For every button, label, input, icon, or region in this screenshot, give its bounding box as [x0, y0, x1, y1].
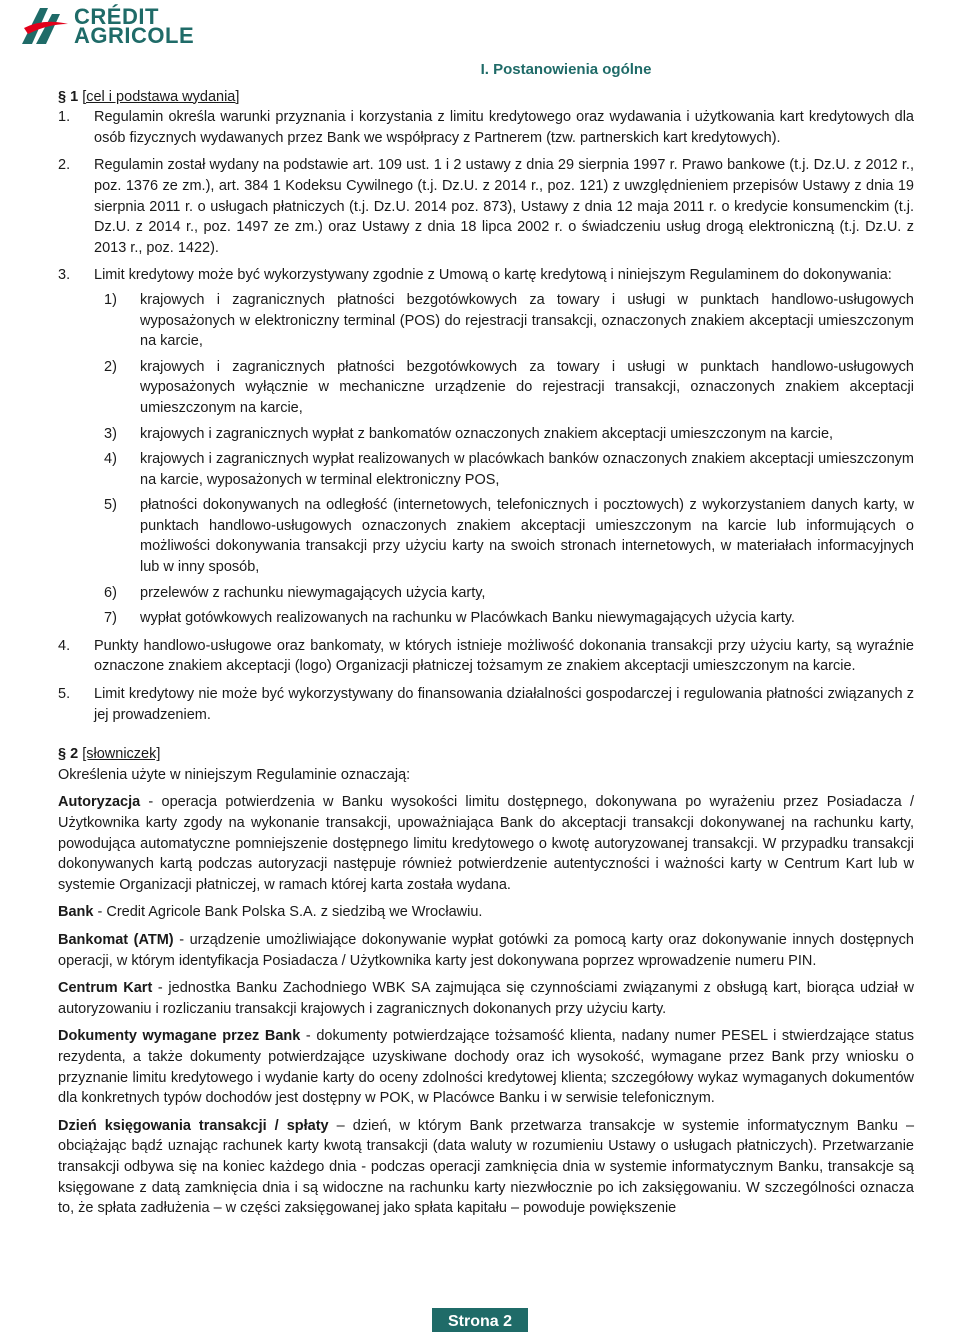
- sublist-item: [94, 357, 914, 419]
- definition-dzien-ksiegowania: [58, 1116, 914, 1219]
- list-item-text: Regulamin został wydany na podstawie art. 109 ust. 1 i 2 ustawy z dnia 29 sierpnia 1997 r. Prawo bankowe (t.j. Dz.U. z 2012 r., poz. 1376 ze zm.), art. 384 1 Kodeksu Cywilnego (t.j. Dz.U. z 2014 r., poz. 121) z uwzględnieniem przepisów Ustawy z dnia 19 sierpnia 2011 r. o usługach płatniczych (t.j. Dz.U. 2014 poz. 873), Ustawy z dnia 12 maja 2011 r. o kredycie konsumenckim (t.j. Dz.U. z 2014 r., poz. 1497 ze zm.) oraz Ustawy z dnia 18 lipca 2002 r. o świadczeniu usług drogą elektroniczną (t.j. Dz.U. z 2013 r., poz. 1422).: [94, 157, 914, 256]
- section-title: I. Postanowienia ogólne: [480, 61, 652, 78]
- sublist-item-number: 6): [104, 584, 117, 601]
- list-item-number: 2.: [58, 157, 71, 174]
- document-page: [58, 60, 914, 1226]
- list-item: [58, 107, 914, 148]
- sublist-item-number: 3): [104, 425, 117, 442]
- list-item: [58, 684, 914, 725]
- sublist-item-text: krajowych i zagranicznych wypłat realizowanych w placówkach banków oznaczonych znakiem akceptacji umieszczonym na karcie, wyposażonych w terminal elektroniczny POS,: [140, 451, 914, 488]
- definition-term: Dzień księgowania transakcji / spłaty: [58, 1117, 329, 1134]
- sublist-item-text: płatności dokonywanych na odległość (internetowych, telefonicznych i pocztowych) z wykorzystaniem danych karty, w punktach handlowo-usługowych oznaczonych znakiem akceptacji umieszczonym na karcie lub informujących o możliwości dokonywania transakcji przy użyciu karty na swoich stronach internetowych, w materiałach informacyjnych lub w inny sposób,: [140, 497, 914, 576]
- definition-term: Centrum Kart: [58, 980, 153, 997]
- brand-logo: [18, 4, 194, 48]
- definition-text: - operacja potwierdzenia w Banku wysokości limitu dostępnego, dokonywana po wyrażeniu przez Posiadacza / Użytkownika karty zgody na wykonanie transakcji, upoważniająca Bank do akceptacji transakcji dokonywanej na rachunku karty, powodująca automatyczne pomniejszenie dostępnego limitu kredytowego o kwotę autoryzowanej transakcji. W przypadku transakcji dokonywanych kartą podczas autoryzacji następuje również potwierdzenie autentyczności i ważności karty w Centrum Kart lub w systemie Organizacji płatniczej, w ramach której karta została wydana.: [58, 794, 914, 893]
- sublist-item-text: przelewów z rachunku niewymagających użycia karty,: [140, 584, 486, 601]
- list-item-text: Regulamin określa warunki przyznania i korzystania z limitu kredytowego oraz wydawania i użytkowania kart kredytowych dla osób fizycznych wydawanych przez Bank we współpracy z Partnerem (tzw. partnerskich kart kredytowych).: [94, 109, 914, 146]
- sublist-item: [94, 495, 914, 577]
- list-item: [58, 265, 914, 629]
- definition-text: - dokumenty potwierdzające tożsamość klienta, nadany numer PESEL i stwierdzające status rezydenta, a także dokumenty potwierdzające uzyskiwane dochody oraz ich wysokość, wymagane przez Bank przy wniosku o przyznanie limitu kredytowego i wydanie karty do oceny zdolności kredytowej klienta; szczegółowy wykaz wymaganych dokumentów dla konkretnych typów dochodów jest dostępny w POK, w Placówce Banku i w serwisie telefonicznym.: [58, 1028, 914, 1107]
- page-footer: [0, 1308, 960, 1332]
- logo-line1: CRÉDIT: [74, 4, 159, 29]
- sublist-item-number: 7): [104, 610, 117, 627]
- sublist-item-text: krajowych i zagranicznych wypłat z bankomatów oznaczonych znakiem akceptacji umieszczonym na karcie,: [140, 425, 834, 442]
- sublist-item: [94, 290, 914, 352]
- list-item-text: Limit kredytowy nie może być wykorzystywany do finansowania działalności gospodarczej i regulowania płatności związanych z jej prowadzeniem.: [94, 686, 914, 723]
- sublist-item-number: 4): [104, 451, 117, 468]
- list-item-number: 4.: [58, 637, 71, 654]
- paragraph-2-number: 2: [70, 746, 79, 763]
- list-item-text: Punkty handlowo-usługowe oraz bankomaty, w których istnieje możliwość dokonania transakcji przy użyciu karty, są wyraźnie oznaczone znakiem akceptacji (logo) Organizacji płatniczej tożsamym ze znakiem akceptacji umieszczonym na karcie.: [94, 637, 914, 675]
- definition-term: Dokumenty wymagane przez Bank: [58, 1028, 301, 1045]
- list-item: [58, 636, 914, 677]
- logo-wordmark: [74, 4, 195, 48]
- sublist-item: [94, 608, 914, 629]
- list-item-number: 5.: [58, 686, 71, 703]
- definition-term: Autoryzacja: [58, 794, 141, 811]
- list-item: [58, 155, 914, 258]
- definitions-intro: Określenia użyte w niniejszym Regulaminie oznaczają:: [58, 766, 411, 783]
- logo-line2: AGRICOLE: [74, 23, 195, 48]
- sublist-item-number: 5): [104, 497, 117, 514]
- paragraph-1-heading: [58, 87, 914, 108]
- definition-centrum-kart: [58, 978, 914, 1019]
- section-sign: §: [58, 746, 67, 763]
- definition-text: - Credit Agricole Bank Polska S.A. z siedzibą we Wrocławiu.: [93, 904, 483, 921]
- list-item-number: 3.: [58, 267, 71, 284]
- sublist-item: [94, 449, 914, 490]
- usage-sublist: [94, 290, 914, 629]
- paragraph-1-number: 1: [70, 88, 79, 105]
- paragraph-2-title: [słowniczek]: [82, 746, 161, 763]
- list-item-text: Limit kredytowy może być wykorzystywany zgodnie z Umową o kartę kredytową i niniejszym Regulaminem do dokonywania:: [94, 267, 892, 284]
- definition-dokumenty: [58, 1026, 914, 1108]
- paragraph-1-list: [58, 107, 914, 725]
- definition-bank: [58, 902, 914, 923]
- definition-bankomat: [58, 930, 914, 971]
- definition-autoryzacja: [58, 792, 914, 895]
- definition-term: Bankomat (ATM): [58, 931, 174, 948]
- section-sign: §: [58, 88, 67, 105]
- page-number-label: Strona 2: [432, 1308, 528, 1332]
- definition-text: – dzień, w którym Bank przetwarza transakcje w systemie informatycznym Banku – obciążając bądź uznając rachunek karty kwotą transakcji (data waluty w rozumieniu Ustawy o usługach płatniczych). Przetwarzanie transakcji odbywa się na koniec każdego dnia - podczas operacji zamknięcia dnia w systemie informatycznym Banku, transakcje są księgowane z datą zamknięcia dnia i są widoczne na rachunku karty niezwłocznie po ich zaksięgowaniu. W szczególności oznacza to, że spłata zadłużenia – w części zaksięgowanej jako spłata kapitału – powoduje powiększenie: [58, 1117, 915, 1217]
- list-item-number: 1.: [58, 109, 71, 126]
- sublist-item-text: krajowych i zagranicznych płatności bezgotówkowych za towary i usługi w punktach handlowo-usługowych wyposażonych w elektroniczny terminal (POS) do rejestracji transakcji, oznaczonych znakiem akceptacji umieszczonym na karcie,: [140, 291, 914, 350]
- credit-agricole-logo-icon: [18, 4, 70, 48]
- definition-term: Bank: [58, 904, 94, 921]
- definition-text: - urządzenie umożliwiające dokonywanie wypłat gotówki za pomocą karty oraz dokonywanie innych dostępnych operacji, w którym identyfikacja Posiadacza / Użytkownika karty jest dokonywana poprzez wprowadzenie numeru PIN.: [58, 931, 914, 969]
- sublist-item-number: 1): [104, 291, 117, 308]
- paragraph-2-heading: [58, 744, 914, 765]
- sublist-item: [94, 583, 914, 604]
- paragraph-1-title: [cel i podstawa wydania]: [82, 88, 240, 105]
- sublist-item-text: wypłat gotówkowych realizowanych na rachunku w Placówkach Banku niewymagających użycia karty.: [140, 610, 795, 627]
- definition-text: - jednostka Banku Zachodniego WBK SA zajmująca się czynnościami związanymi z obsługą kart, biorąca udział w autoryzowaniu i rozliczaniu transakcji krajowych i zagranicznych dokonanych przy użyciu karty.: [58, 980, 914, 1017]
- sublist-item-number: 2): [104, 358, 117, 375]
- sublist-item: [94, 424, 914, 445]
- sublist-item-text: krajowych i zagranicznych płatności bezgotówkowych za towary i usługi w punktach handlowo-usługowych wyposażonych wyłącznie w mechaniczne urządzenie do rejestracji transakcji, oznaczonych znakiem akceptacji umieszczonym na karcie,: [140, 358, 914, 416]
